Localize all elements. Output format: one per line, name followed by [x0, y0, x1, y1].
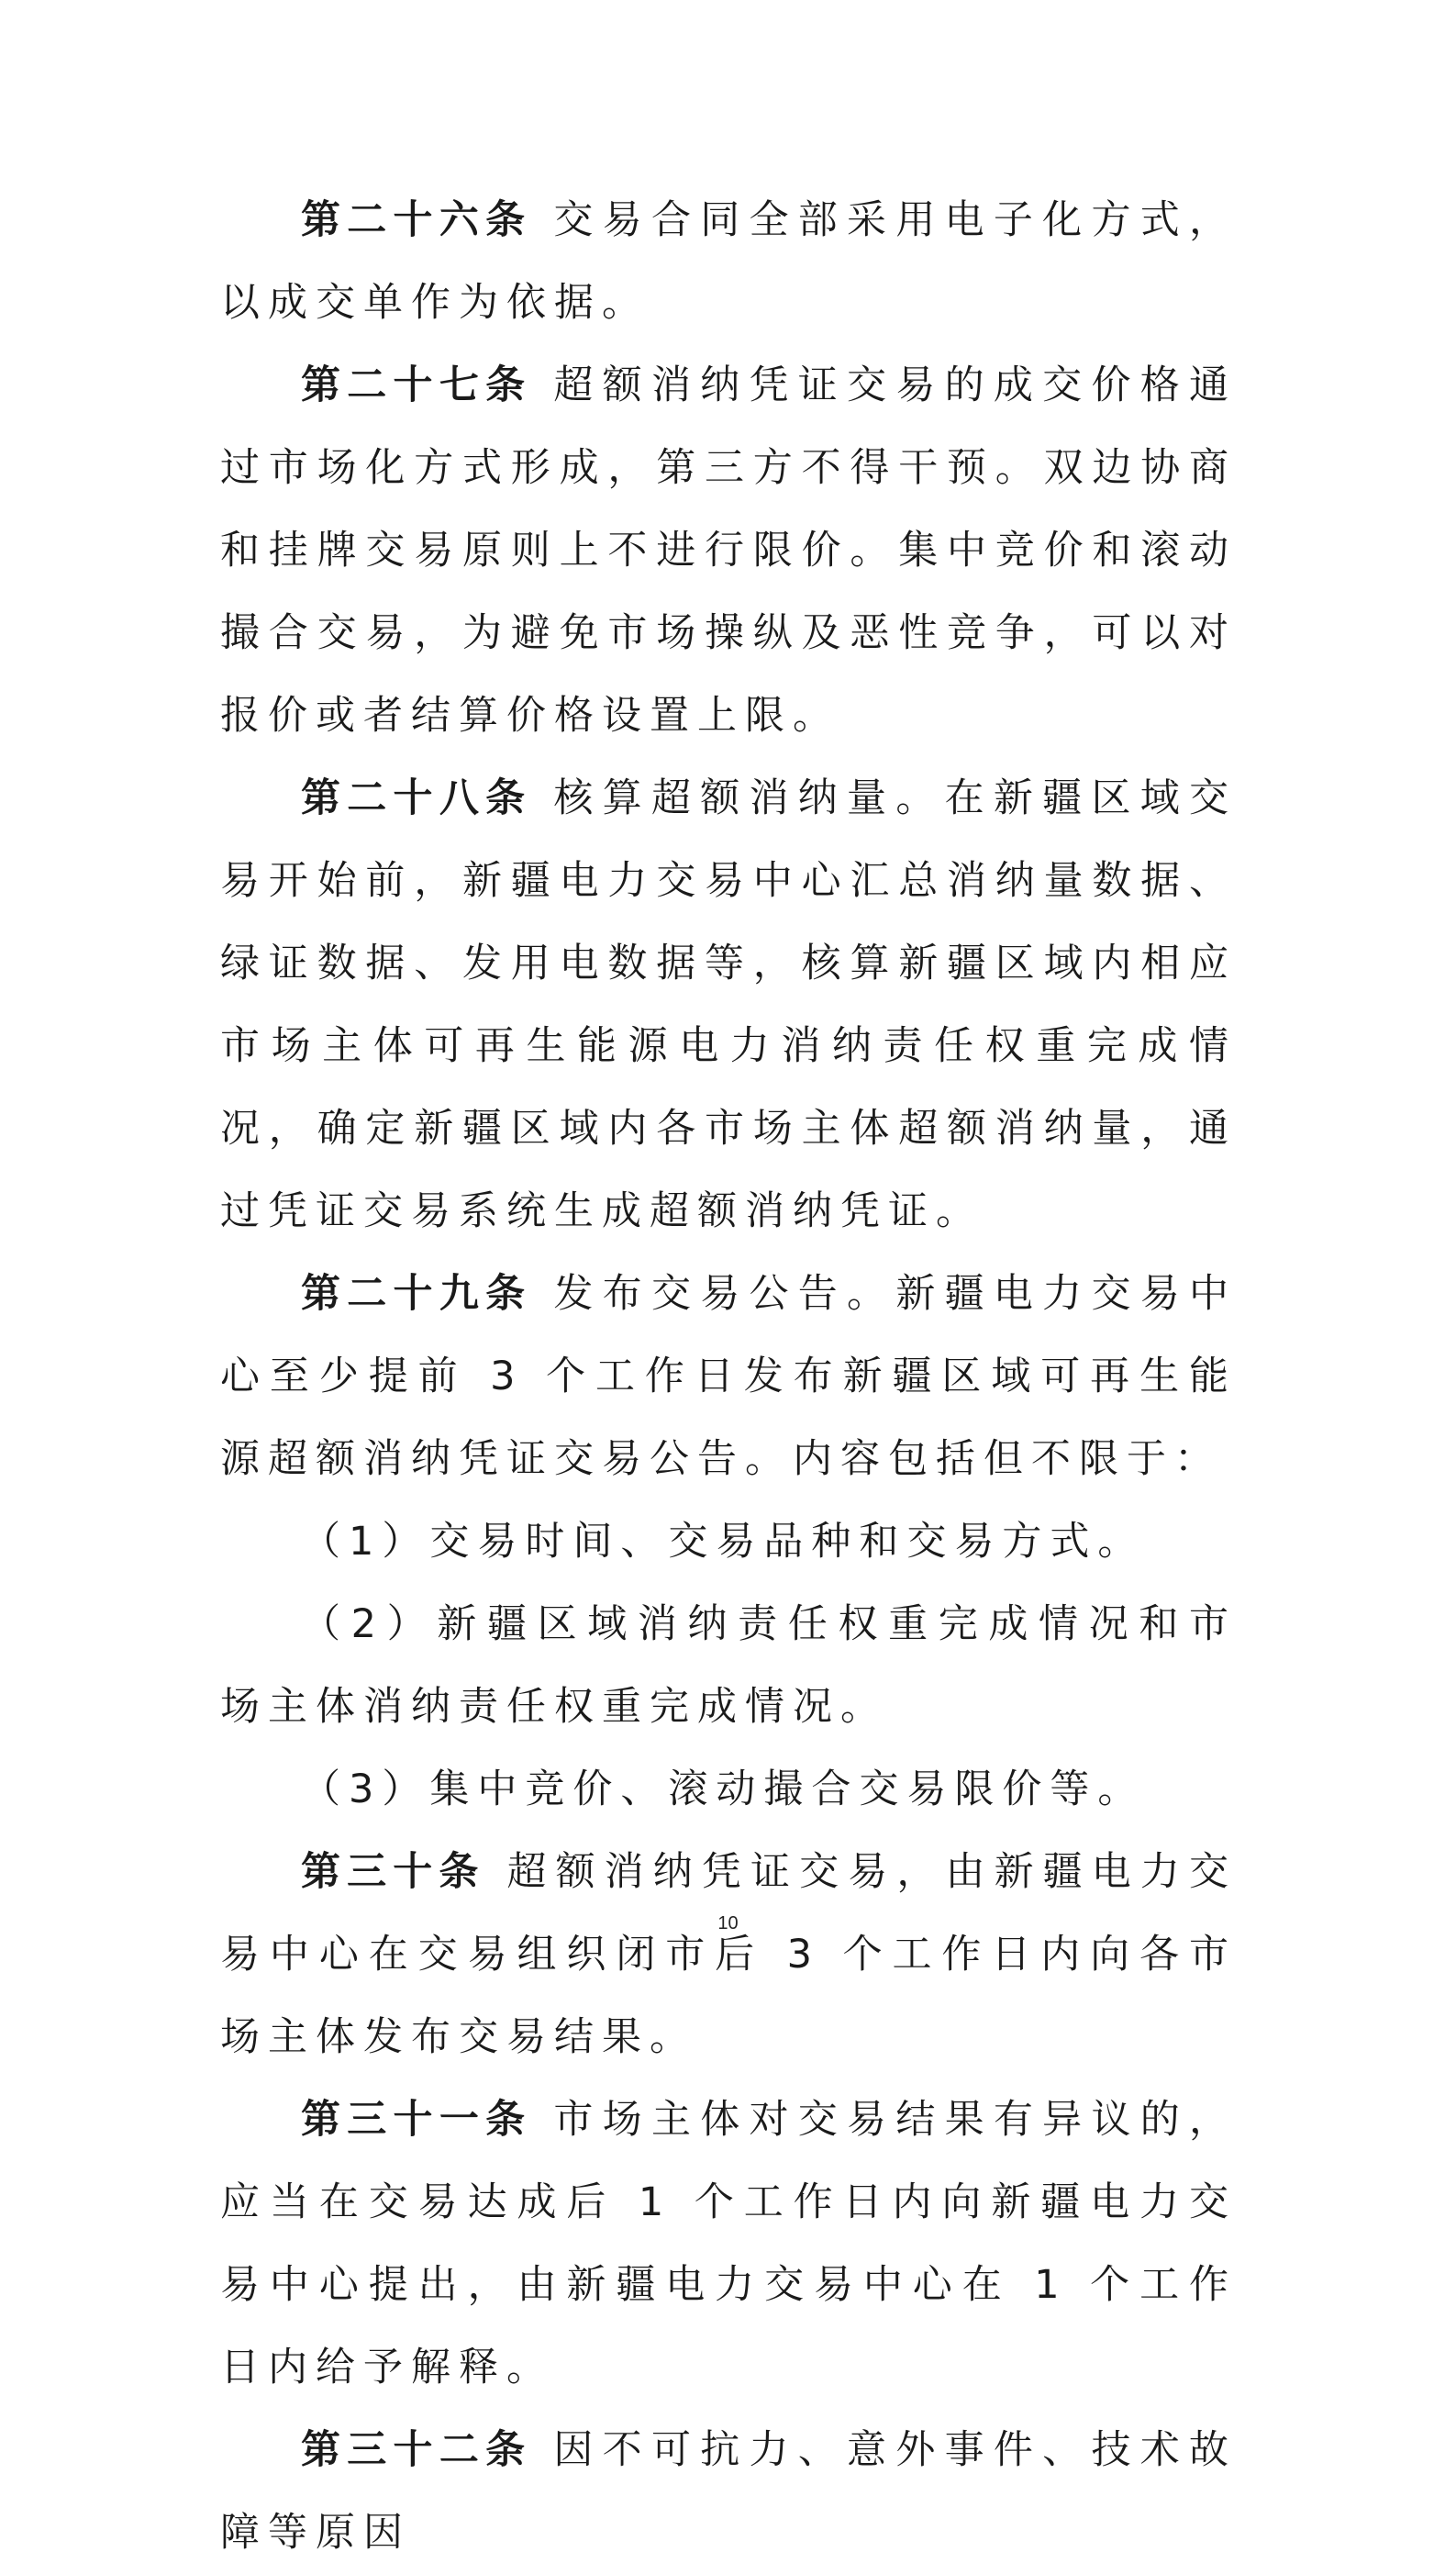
- article-27: [220, 344, 1237, 757]
- article-heading: 第三十条: [301, 1849, 485, 1895]
- article-heading: 第二十九条: [301, 1271, 532, 1317]
- article-text: 交易合同全部采用电子化方式，以成交单作为依据。: [220, 197, 1238, 326]
- article-26: [220, 179, 1237, 344]
- article-heading: 第二十七条: [301, 362, 532, 408]
- article-text: 核算超额消纳量。在新疆区域交易开始前，新疆电力交易中心汇总消纳量数据、绿证数据、发用电数据等，核算新疆区域内相应市场主体可再生能源电力消纳责任权重完成情况，确定新疆区域内各市场主体超额消纳量，通过凭证交易系统生成超额消纳凭证。: [220, 775, 1238, 1234]
- article-heading: 第三十二条: [301, 2427, 532, 2473]
- article-30: [220, 1831, 1237, 2078]
- article-heading: 第二十八条: [301, 775, 532, 821]
- article-heading: 第二十六条: [301, 197, 532, 243]
- list-item-3: [220, 1748, 1237, 1831]
- list-item-text: （3）集中竞价、滚动撮合交易限价等。: [301, 1766, 1146, 1812]
- list-item-2: [220, 1583, 1237, 1748]
- document-body: [220, 179, 1237, 2574]
- article-text: 超额消纳凭证交易的成交价格通过市场化方式形成，第三方不得干预。双边协商和挂牌交易原则上不进行限价。集中竞价和滚动撮合交易，为避免市场操纵及恶性竞争，可以对报价或者结算价格设置上限。: [220, 362, 1238, 739]
- article-29: [220, 1253, 1237, 1500]
- list-item-text: （1）交易时间、交易品种和交易方式。: [301, 1519, 1146, 1565]
- article-text: 因不可抗力、意外事件、技术故障等原因: [220, 2427, 1238, 2556]
- page-number: 10: [717, 1913, 739, 1933]
- list-item-1: [220, 1500, 1237, 1583]
- article-text: 超额消纳凭证交易，由新疆电力交易中心在交易组织闭市后 3 个工作日内向各市场主体发布交易结果。: [220, 1849, 1238, 2060]
- article-32: [220, 2409, 1237, 2574]
- list-item-text: （2）新疆区域消纳责任权重完成情况和市场主体消纳责任权重完成情况。: [220, 1601, 1237, 1730]
- article-31: [220, 2078, 1237, 2409]
- article-text: 发布交易公告。新疆电力交易中心至少提前 3 个工作日发布新疆区域可再生能源超额消纳凭证交易公告。内容包括但不限于：: [220, 1271, 1238, 1482]
- article-28: [220, 757, 1237, 1253]
- article-text: 市场主体对交易结果有异议的，应当在交易达成后 1 个工作日内向新疆电力交易中心提出，由新疆电力交易中心在 1 个工作日内给予解释。: [220, 2097, 1238, 2390]
- article-heading: 第三十一条: [301, 2097, 532, 2143]
